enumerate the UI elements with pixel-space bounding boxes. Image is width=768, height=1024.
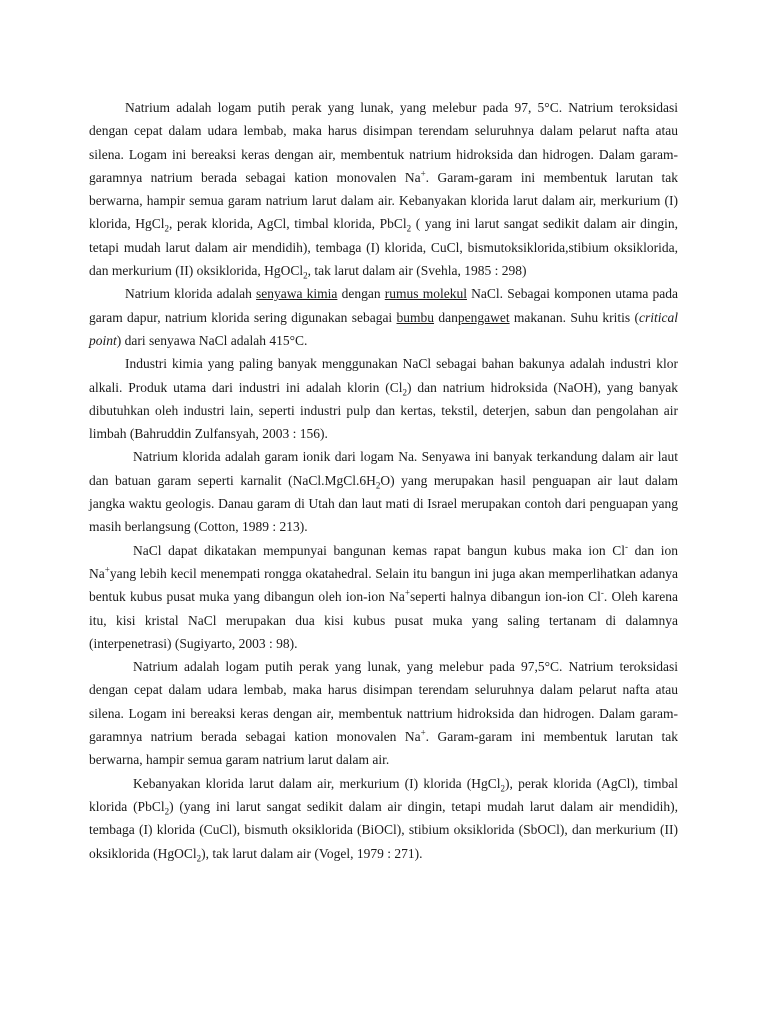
paragraph-natrium-logam	[89, 655, 678, 771]
text-run: Kebanyakan klorida larut dalam air, merkurium (I) klorida (HgCl	[133, 775, 501, 791]
text-run: seperti halnya dibangun ion-ion Cl	[409, 589, 601, 605]
italic-term: critical point	[89, 309, 678, 348]
text-run: . Oleh karena itu, kisi kristal NaCl merupakan dua kisi kubus pusat muka yang saling tertanam di dalamnya (interpenetrasi) (Sugiyarto, 2003 : 98).	[89, 589, 678, 651]
link-rumus-molekul[interactable]: rumus molekul	[384, 286, 467, 302]
text-run: ) dan natrium hidroksida (NaOH), yang banyak dibutuhkan oleh industri lain, seperti industri pulp dan kertas, tekstil, deterjen, sabun dan pengolahan air limbah (Bahruddin Zulfansyah, 2003 : 156).	[89, 379, 678, 442]
text-run: dan ion Na	[89, 542, 678, 581]
subscript: 2	[406, 224, 412, 235]
text-run: Industri kimia yang paling banyak menggunakan NaCl sebagai bahan bakunya adalah industri klor alkali. Produk utama dari industri ini adalah klorin (Cl	[89, 356, 678, 395]
link-bumbu[interactable]: bumbu	[396, 309, 435, 325]
text-run: NaCl. Sebagai komponen utama pada garam dapur, natrium klorida sering digunakan sebagai	[89, 286, 678, 325]
paragraph-garam-ionik	[89, 445, 678, 538]
text-run: O) yang merupakan hasil penguapan air laut dalam jangka waktu geologis. Danau garam di Utah dan laut mati di Israel merupakan contoh dari penguapan yang masih berlangsung (Cotton, 1989 : 213).	[89, 472, 678, 535]
paragraph-klorida-vogel	[89, 772, 678, 865]
superscript: +	[420, 168, 426, 179]
subscript: 2	[402, 387, 407, 398]
superscript: +	[420, 727, 426, 738]
text-run: ), perak klorida (AgCl), timbal klorida (PbCl	[89, 775, 678, 814]
text-run: Natrium adalah logam putih perak yang lunak, yang melebur pada 97, 5°C. Natrium teroksidasi dengan cepat dalam udara lembab, maka harus disimpan terendam seluruhnya dalam pelarut nafta atau silena. Logam ini bereaksi keras dengan air, membentuk natrium hidroksida dan hidrogen. Dalam garam-garamnya natrium berada sebagai kation monovalen Na	[89, 100, 678, 185]
text-run: . Garam-garam ini membentuk larutan tak berwarna, hampir semua garam natrium larut dalam air. Kebanyakan klorida larut dalam air, merkurium (I) klorida, HgCl	[89, 169, 679, 232]
text-run: Natrium klorida adalah garam ionik dari logam Na. Senyawa ini banyak terkandung dalam air laut dan batuan garam seperti karnalit (NaCl.MgCl.6H	[89, 449, 678, 488]
paragraph-kisi-kristal	[89, 539, 678, 655]
subscript: 2	[375, 480, 381, 491]
text-run: , perak klorida, AgCl, timbal klorida, PbCl	[168, 216, 407, 232]
text-run: . Garam-garam ini membentuk larutan tak berwarna, hampir semua garam natrium larut dalam air.	[89, 729, 679, 768]
superscript: +	[104, 564, 110, 575]
subscript: 2	[500, 783, 506, 794]
subscript: 2	[164, 224, 169, 235]
text-run: dan	[434, 309, 458, 325]
text-run: ) (yang ini larut sangat sedikit dalam air dingin, tetapi mudah larut dalam air mendidih), tembaga (I) klorida (CuCl), bismuth oksiklorida (BiOCl), stibium oksiklorida (SbOCl), dan merkurium (II) oksiklorida (HgOCl	[89, 798, 678, 861]
paragraph-natrium-klorida	[89, 282, 678, 352]
text-run: NaCl dapat dikatakan mempunyai bangunan kemas rapat bangun kubus maka ion Cl	[133, 542, 625, 558]
paragraph-natrium-svehla	[89, 96, 678, 282]
link-senyawa-kimia[interactable]: senyawa kimia	[256, 286, 338, 302]
text-run: yang lebih kecil menempati rongga okatahedral. Selain itu bangun ini juga akan memperlihatkan adanya bentuk kubus pusat muka yang dibangun oleh ion-ion Na	[89, 565, 678, 605]
text-run: dengan	[337, 286, 385, 302]
subscript: 2	[196, 853, 202, 864]
text-run: ( yang ini larut sangat sedikit dalam air dingin, tetapi mudah larut dalam air mendidih), tembaga (I) klorida, CuCl, bismutoksiklorida,stibium oksiklorida, dan merkurium (II) oksiklorida, HgOCl	[89, 216, 678, 279]
subscript: 2	[303, 270, 308, 281]
text-run: ) dari senyawa NaCl adalah 415°C.	[116, 332, 308, 348]
text-run: ), tak larut dalam air (Vogel, 1979 : 271).	[201, 845, 423, 861]
superscript: -	[600, 587, 604, 598]
text-run: , tak larut dalam air (Svehla, 1985 : 298)	[307, 263, 527, 279]
text-run: Natrium klorida adalah	[125, 286, 257, 302]
subscript: 2	[164, 806, 170, 817]
superscript: -	[625, 541, 628, 552]
link-pengawet[interactable]: pengawet	[457, 309, 510, 325]
page-body	[89, 96, 678, 865]
superscript: +	[404, 587, 410, 598]
text-run: Natrium adalah logam putih perak yang lunak, yang melebur pada 97,5°C. Natrium teroksidasi dengan cepat dalam udara lembab, maka harus disimpan terendam seluruhnya dalam pelarut nafta atau silena. Logam ini bereaksi keras dengan air, membentuk nattrium hidroksida dan hidrogen. Dalam garam-garamnya natrium berada sebagai kation monovalen Na	[89, 659, 678, 745]
paragraph-industri-kimia	[89, 352, 678, 445]
text-run: makanan. Suhu kritis (	[509, 309, 639, 325]
